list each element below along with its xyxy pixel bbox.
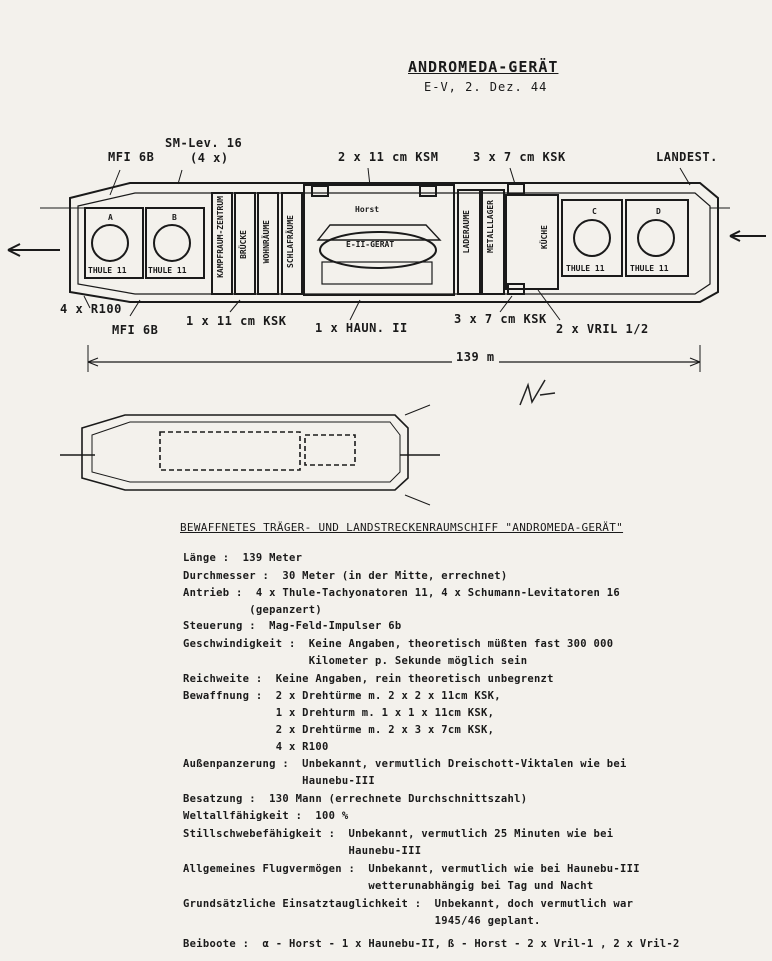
label-ksk-bottom-left: 1 x 11 cm KSK — [186, 314, 287, 328]
spec-row: Grundsätzliche Einsatztauglichkeit : Unbekannt, doch vermutlich war — [183, 898, 634, 910]
label-ksk-top: 3 x 7 cm KSK — [473, 150, 566, 164]
bulkhead-label-7: KÜCHE — [540, 225, 549, 250]
label-d: D — [656, 207, 661, 216]
spec-row: (gepanzert) — [183, 604, 323, 616]
spec-row: 1 x Drehturm m. 1 x 1 x 11cm KSK, — [183, 707, 495, 719]
label-thule-right-2: THULE 11 — [630, 264, 669, 273]
label-thule-left-2: THULE 11 — [148, 266, 187, 275]
label-c: C — [592, 207, 597, 216]
spec-row: Weltallfähigkeit : 100 % — [183, 810, 349, 822]
label-haun: 1 x HAUN. II — [315, 321, 408, 335]
label-length: 139 m — [452, 350, 499, 364]
spec-row: wetterunabhängig bei Tag und Nacht — [183, 880, 594, 892]
spec-row: Allgemeines Flugvermögen : Unbekannt, vermutlich wie bei Haunebu-III — [183, 863, 640, 875]
label-landest: LANDEST. — [656, 150, 718, 164]
bulkhead-label-3: WOHNRÄUME — [262, 220, 271, 264]
spec-row: 1945/46 geplant. — [183, 915, 541, 927]
label-sm-lev-count: (4 x) — [190, 151, 229, 165]
label-vril: 2 x VRIL 1/2 — [556, 322, 649, 336]
bulkhead-label-1: KAMPFRAUM-ZENTRUM — [216, 196, 225, 278]
label-thule-right: THULE 11 — [566, 264, 605, 273]
label-mfi-top: MFI 6B — [108, 150, 155, 164]
label-e-geraet: E-II-GERÄT — [346, 240, 395, 249]
bulkhead-label-6: METALLLAGER — [486, 200, 495, 253]
bulkhead-label-5: LADERAUME — [462, 210, 471, 254]
label-mfi-bottom: MFI 6B — [112, 323, 159, 337]
spec-row: Stillschwebefähigkeit : Unbekannt, vermutlich 25 Minuten wie bei — [183, 828, 614, 840]
spec-row: Haunebu-III — [183, 775, 376, 787]
spec-row: Reichweite : Keine Angaben, rein theoretisch unbegrenzt — [183, 673, 554, 685]
label-r100: 4 x R100 — [60, 302, 122, 316]
document-subtitle: E-V, 2. Dez. 44 — [424, 80, 548, 94]
bulkhead-label-2: BRÜCKE — [239, 230, 248, 259]
spec-row: Außenpanzerung : Unbekannt, vermutlich Dreischott-Viktalen wie bei — [183, 758, 627, 770]
label-ksk-bottom-right: 3 x 7 cm KSK — [454, 312, 547, 326]
label-sm-lev: SM-Lev. 16 — [165, 136, 243, 150]
spec-row: Beiboote : α - Horst - 1 x Haunebu-II, ß - Horst - 2 x Vril-1 , 2 x Vril-2 — [183, 938, 680, 950]
label-thule-left: THULE 11 — [88, 266, 127, 275]
spec-row: Besatzung : 130 Mann (errechnete Durchschnittszahl) — [183, 793, 528, 805]
document-title: ANDROMEDA-GERÄT — [408, 58, 559, 76]
label-ksm-top: 2 x 11 cm KSM — [338, 150, 439, 164]
spec-row: Länge : 139 Meter — [183, 552, 303, 564]
label-horst: Horst — [355, 205, 380, 214]
spec-row: Geschwindigkeit : Keine Angaben, theoretisch müßten fast 300 000 — [183, 638, 614, 650]
spec-row: Haunebu-III — [183, 845, 422, 857]
spec-row: 2 x Drehtürme m. 2 x 3 x 7cm KSK, — [183, 724, 495, 736]
bulkhead-label-4: SCHLAFRÄUME — [286, 215, 295, 268]
spec-row: Bewaffnung : 2 x Drehtürme m. 2 x 2 x 11cm KSK, — [183, 690, 501, 702]
spec-row: Antrieb : 4 x Thule-Tachyonatoren 11, 4 x Schumann-Levitatoren 16 — [183, 587, 621, 599]
spec-row: Kilometer p. Sekunde möglich sein — [183, 655, 528, 667]
label-b: B — [172, 213, 177, 222]
spec-heading: BEWAFFNETES TRÄGER- UND LANDSTRECKENRAUMSCHIFF "ANDROMEDA-GERÄT" — [180, 521, 624, 534]
label-a: A — [108, 213, 113, 222]
spec-row: Durchmesser : 30 Meter (in der Mitte, errechnet) — [183, 570, 508, 582]
spec-row: 4 x R100 — [183, 741, 329, 753]
spec-row: Steuerung : Mag-Feld-Impulser 6b — [183, 620, 402, 632]
